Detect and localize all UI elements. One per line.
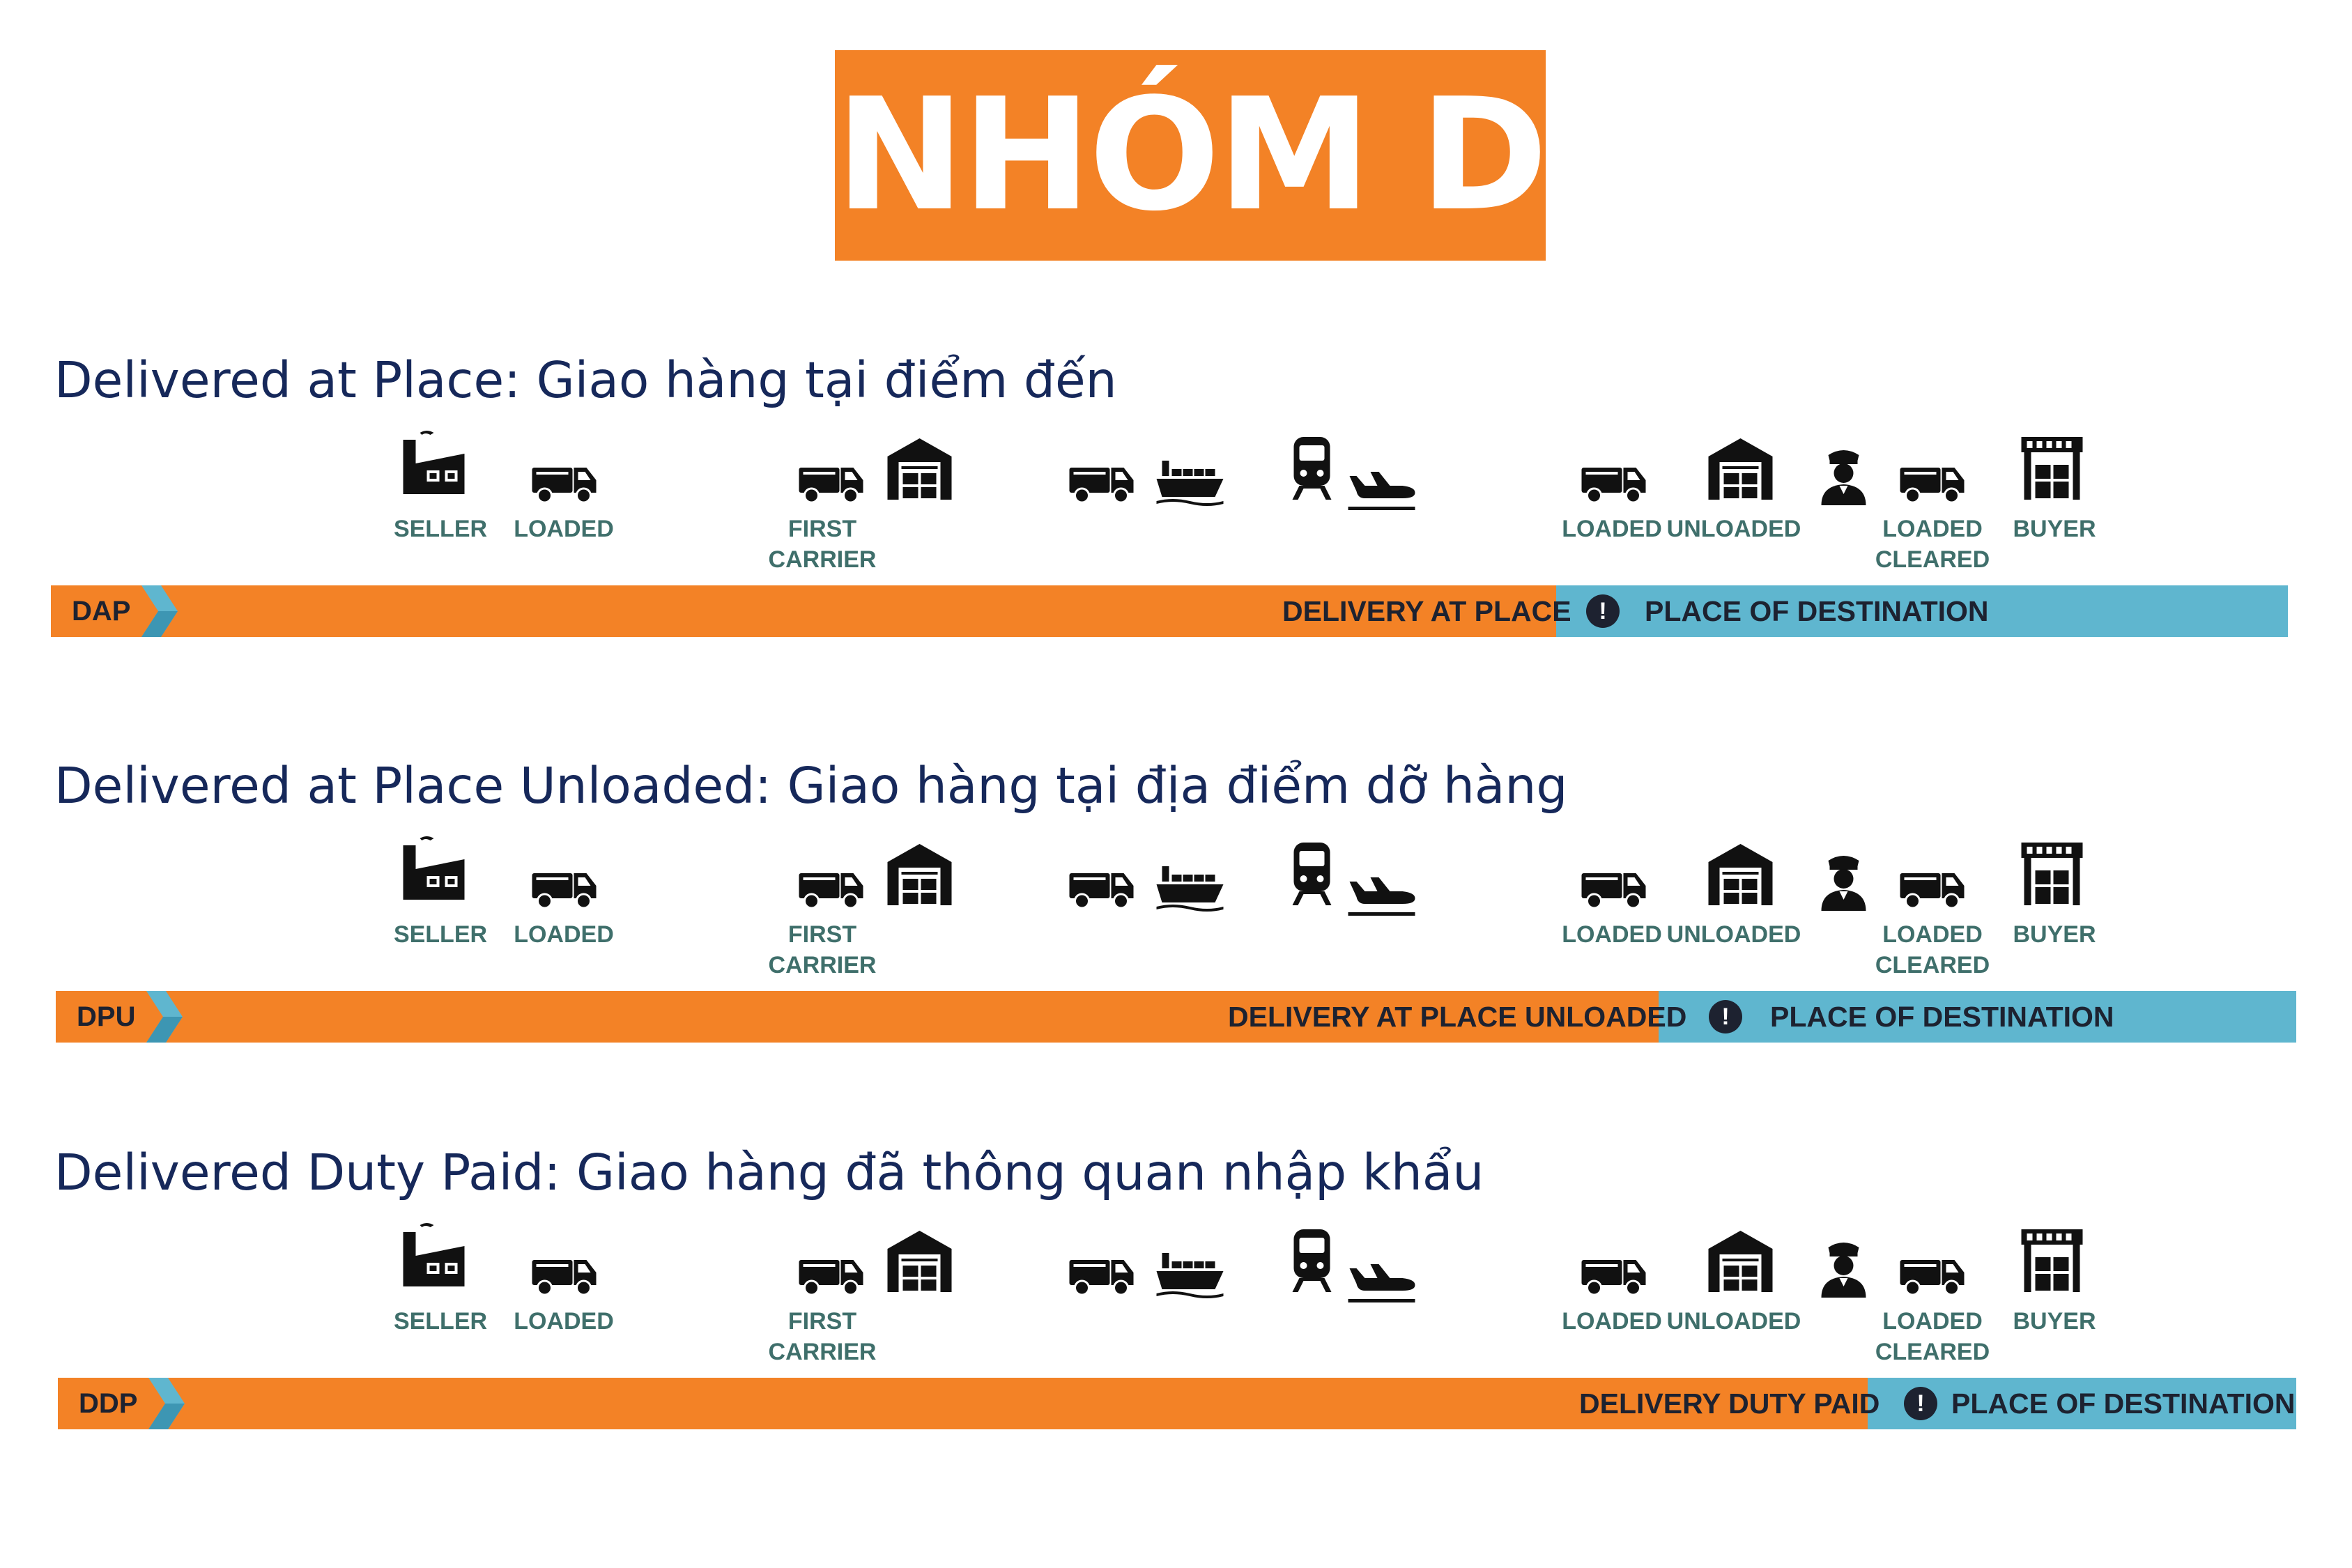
plane-icon <box>1342 851 1422 921</box>
step-label-first-carrier: CARRIER <box>768 546 877 573</box>
train-icon <box>1272 838 1352 908</box>
truck-icon <box>1892 441 1972 511</box>
title-banner <box>835 50 1546 261</box>
step-label-first-carrier: FIRST <box>787 1308 857 1335</box>
truck-icon <box>1574 847 1654 916</box>
truck-icon <box>1574 441 1654 511</box>
step-label-unloaded: UNLOADED <box>1666 516 1801 542</box>
step-label-loaded: LOADED <box>514 921 614 948</box>
step-label-loaded-cleared: CLEARED <box>1875 1339 1990 1365</box>
step-label-loaded2: LOADED <box>1562 921 1662 948</box>
truck-icon <box>791 1233 871 1303</box>
step-label-loaded-cleared: LOADED <box>1882 921 1983 948</box>
step-label-loaded2: LOADED <box>1562 1308 1662 1335</box>
step-label-loaded-cleared: LOADED <box>1882 1308 1983 1335</box>
warehouse-icon <box>1700 433 1781 502</box>
ship-icon <box>1150 847 1230 916</box>
step-label-seller: SELLER <box>393 921 488 948</box>
step-label-seller: SELLER <box>393 1308 488 1335</box>
delivery-label: DELIVERY AT PLACE <box>1282 595 1571 627</box>
customs-officer-icon <box>1804 843 1884 912</box>
truck-icon <box>1061 1233 1142 1303</box>
train-icon <box>1272 433 1352 502</box>
truck-icon <box>524 441 604 511</box>
incoterm-section-ddp <box>0 1144 2352 1458</box>
responsibility-bar <box>51 585 2288 637</box>
train-icon <box>1272 1225 1352 1295</box>
buyer-warehouse-icon <box>2012 838 2092 908</box>
warehouse-icon <box>879 838 960 908</box>
destination-label: PLACE OF DESTINATION <box>1951 1388 2296 1420</box>
buyer-warehouse-icon <box>2012 1225 2092 1295</box>
buyer-warehouse-icon <box>2012 433 2092 502</box>
truck-icon <box>524 847 604 916</box>
incoterm-code: DPU <box>77 1001 136 1032</box>
alert-icon: ! <box>1904 1387 1937 1420</box>
warehouse-icon <box>879 1225 960 1295</box>
truck-icon <box>1061 441 1142 511</box>
customs-officer-icon <box>1804 437 1884 507</box>
truck-icon <box>791 441 871 511</box>
incoterm-code: DAP <box>72 596 131 627</box>
incoterm-code: DDP <box>79 1388 138 1419</box>
truck-icon <box>1574 1233 1654 1303</box>
step-label-seller: SELLER <box>393 516 488 542</box>
warehouse-icon <box>1700 1225 1781 1295</box>
step-label-first-carrier: FIRST <box>787 516 857 542</box>
truck-icon <box>1892 1233 1972 1303</box>
step-label-unloaded: UNLOADED <box>1666 1308 1801 1335</box>
factory-icon <box>394 834 474 904</box>
section-heading: Delivered at Place Unloaded: Giao hàng tại địa điểm dỡ hàng <box>54 757 1568 815</box>
incoterm-section-dap <box>0 352 2352 666</box>
factory-icon <box>394 429 474 498</box>
destination-label: PLACE OF DESTINATION <box>1645 595 1989 627</box>
responsibility-bar <box>56 991 2296 1043</box>
chevron-right-icon <box>148 1378 197 1429</box>
truck-icon <box>524 1233 604 1303</box>
step-label-buyer: BUYER <box>2013 516 2096 542</box>
destination-label: PLACE OF DESTINATION <box>1770 1001 2114 1033</box>
plane-icon <box>1342 445 1422 515</box>
step-label-unloaded: UNLOADED <box>1666 921 1801 948</box>
step-label-first-carrier: FIRST <box>787 921 857 948</box>
chevron-right-icon <box>141 585 190 637</box>
plane-icon <box>1342 1238 1422 1307</box>
step-label-loaded2: LOADED <box>1562 516 1662 542</box>
delivery-label: DELIVERY DUTY PAID <box>1579 1388 1880 1420</box>
responsibility-bar <box>58 1378 2296 1429</box>
factory-icon <box>394 1221 474 1291</box>
truck-icon <box>1061 847 1142 916</box>
incoterm-section-dpu <box>0 758 2352 1071</box>
step-label-first-carrier: CARRIER <box>768 1339 877 1365</box>
step-label-loaded: LOADED <box>514 516 614 542</box>
page-title: NHÓM D <box>835 66 1546 245</box>
section-heading: Delivered at Place: Giao hàng tại điểm đến <box>54 351 1117 409</box>
ship-icon <box>1150 1233 1230 1303</box>
section-heading: Delivered Duty Paid: Giao hàng đã thông quan nhập khẩu <box>54 1144 1484 1201</box>
step-label-buyer: BUYER <box>2013 921 2096 948</box>
ship-icon <box>1150 441 1230 511</box>
alert-icon: ! <box>1709 1000 1742 1033</box>
delivery-label: DELIVERY AT PLACE UNLOADED <box>1228 1001 1687 1033</box>
step-label-loaded-cleared: CLEARED <box>1875 952 1990 978</box>
truck-icon <box>1892 847 1972 916</box>
warehouse-icon <box>879 433 960 502</box>
truck-icon <box>791 847 871 916</box>
step-label-loaded: LOADED <box>514 1308 614 1335</box>
step-label-loaded-cleared: CLEARED <box>1875 546 1990 573</box>
customs-officer-icon <box>1804 1229 1884 1299</box>
alert-icon: ! <box>1586 594 1620 628</box>
chevron-right-icon <box>146 991 195 1043</box>
step-label-loaded-cleared: LOADED <box>1882 516 1983 542</box>
step-label-buyer: BUYER <box>2013 1308 2096 1335</box>
step-label-first-carrier: CARRIER <box>768 952 877 978</box>
warehouse-icon <box>1700 838 1781 908</box>
